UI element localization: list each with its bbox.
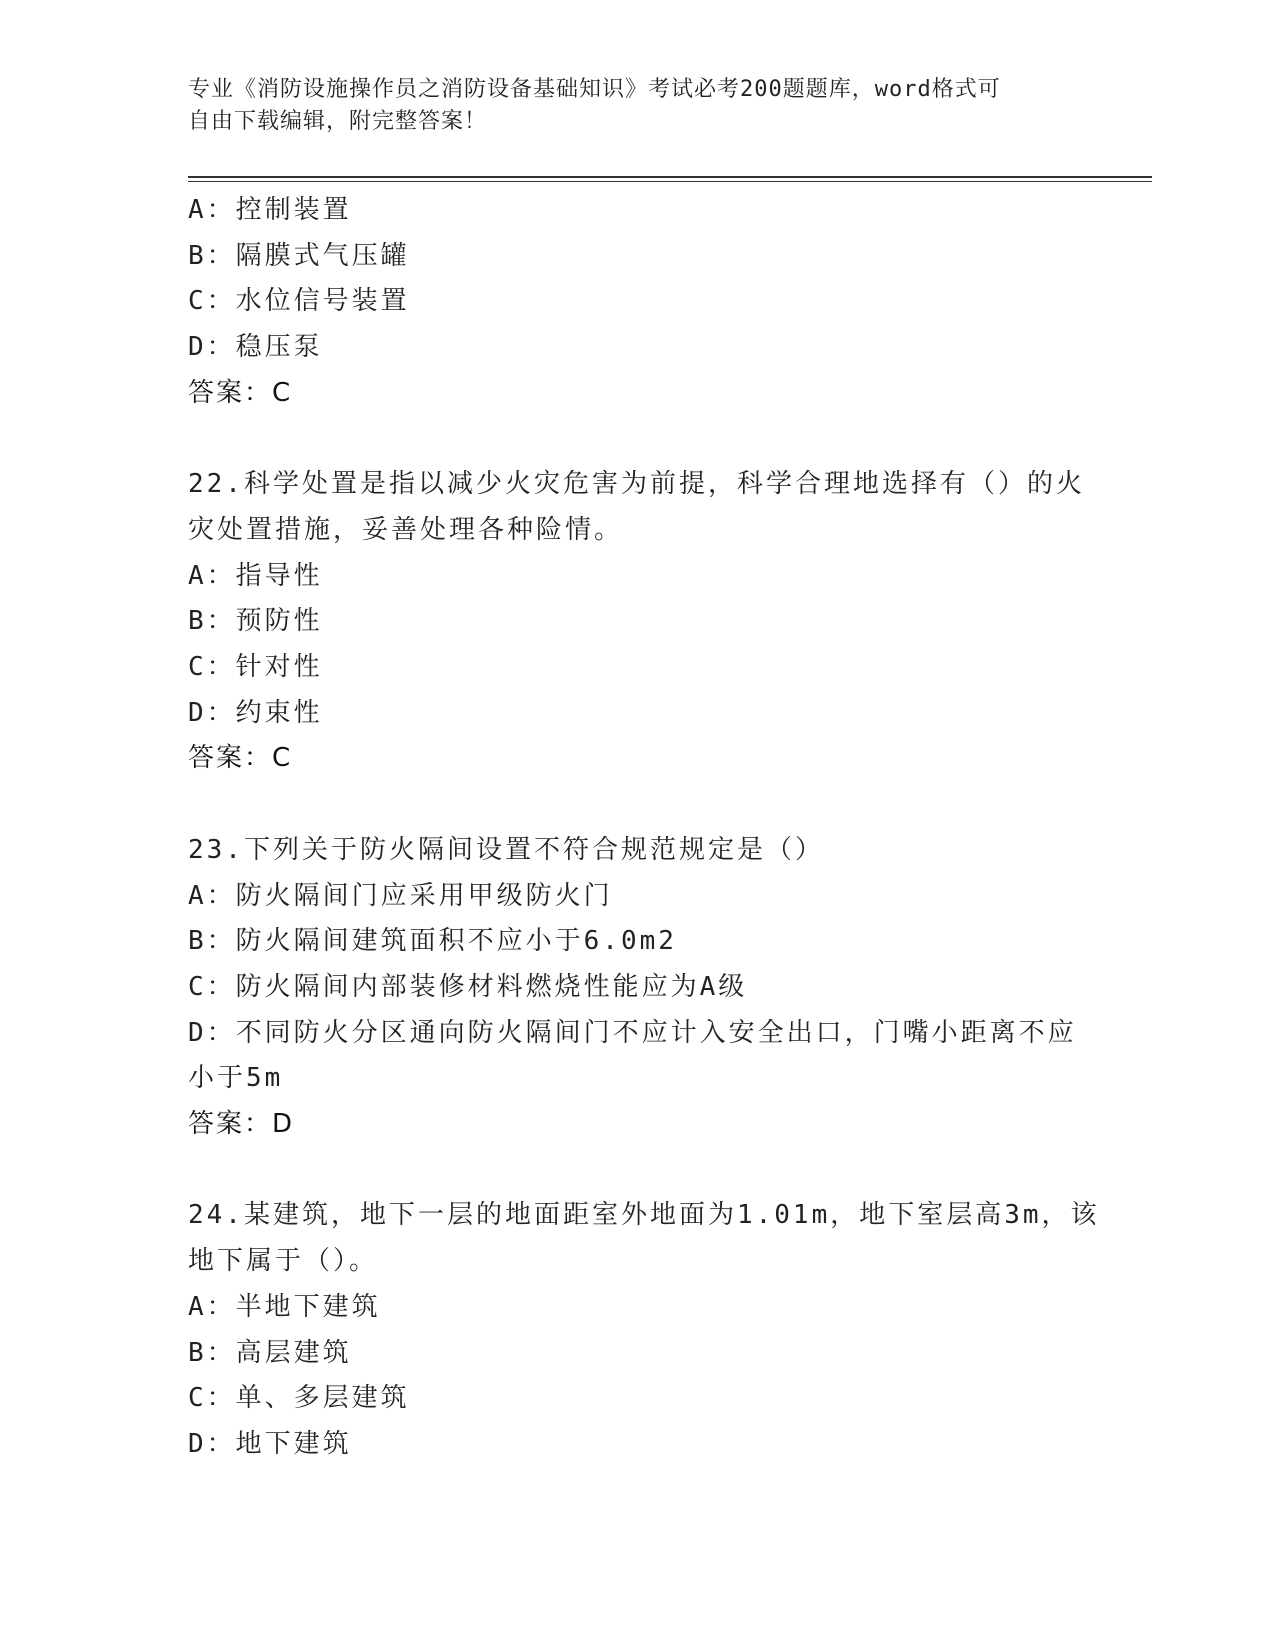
option-a: A：半地下建筑 xyxy=(188,1291,381,1322)
answer-line: 答案：C xyxy=(188,377,293,408)
spacer xyxy=(188,1148,1088,1194)
question-22 xyxy=(188,462,1088,782)
answer-line: 答案：C xyxy=(188,743,293,774)
spacer xyxy=(188,417,1088,463)
question-stem-line-2: 灾处置措施，妥善处理各种险情。 xyxy=(188,514,624,545)
option-d: D：不同防火分区通向防火隔间门不应计入安全出口，门嘴小距离不应 xyxy=(188,1017,1077,1048)
question-23 xyxy=(188,828,1088,1148)
option-d: D：约束性 xyxy=(188,697,323,728)
spacer xyxy=(188,782,1088,828)
question-stem-line-1: 24.某建筑，地下一层的地面距室外地面为1.01m，地下室层高3m，该 xyxy=(188,1200,1100,1231)
option-c: C：防火隔间内部装修材料燃烧性能应为A级 xyxy=(188,971,748,1002)
option-c: C：水位信号装置 xyxy=(188,286,410,317)
option-d: D：地下建筑 xyxy=(188,1428,352,1459)
option-c: C：针对性 xyxy=(188,652,323,683)
option-b: B：隔膜式气压罐 xyxy=(188,240,410,271)
option-b: B：高层建筑 xyxy=(188,1337,352,1368)
option-a: A：控制装置 xyxy=(188,195,352,225)
question-list xyxy=(188,188,1100,1468)
question-stem-line-1: 22.科学处置是指以减少火灾危害为前提，科学合理地选择有（）的火 xyxy=(188,469,1085,500)
question-stem-line-1: 23.下列关于防火隔间设置不符合规范规定是（） xyxy=(188,834,824,865)
answer-line: 答案：D xyxy=(188,1109,295,1140)
question-stem-line-2: 地下属于（）。 xyxy=(188,1246,379,1277)
document-header xyxy=(188,74,1068,138)
question-24 xyxy=(188,1193,1100,1467)
option-d-continued: 小于5m xyxy=(188,1063,284,1094)
option-a: A：防火隔间门应采用甲级防火门 xyxy=(188,880,613,911)
header-line-2: 自由下载编辑，附完整答案！ xyxy=(188,109,488,134)
question-21-continued xyxy=(188,188,1088,417)
header-divider-thin xyxy=(188,181,1152,182)
header-divider-thick xyxy=(188,176,1152,178)
option-c: C：单、多层建筑 xyxy=(188,1383,410,1414)
option-b: B：防火隔间建筑面积不应小于6.0m2 xyxy=(188,926,677,957)
option-d: D：稳压泵 xyxy=(188,332,323,363)
option-b: B：预防性 xyxy=(188,606,323,637)
header-line-1: 专业《消防设施操作员之消防设备基础知识》考试必考200题题库，word格式可 xyxy=(188,77,1001,102)
option-a: A：指导性 xyxy=(188,560,323,591)
